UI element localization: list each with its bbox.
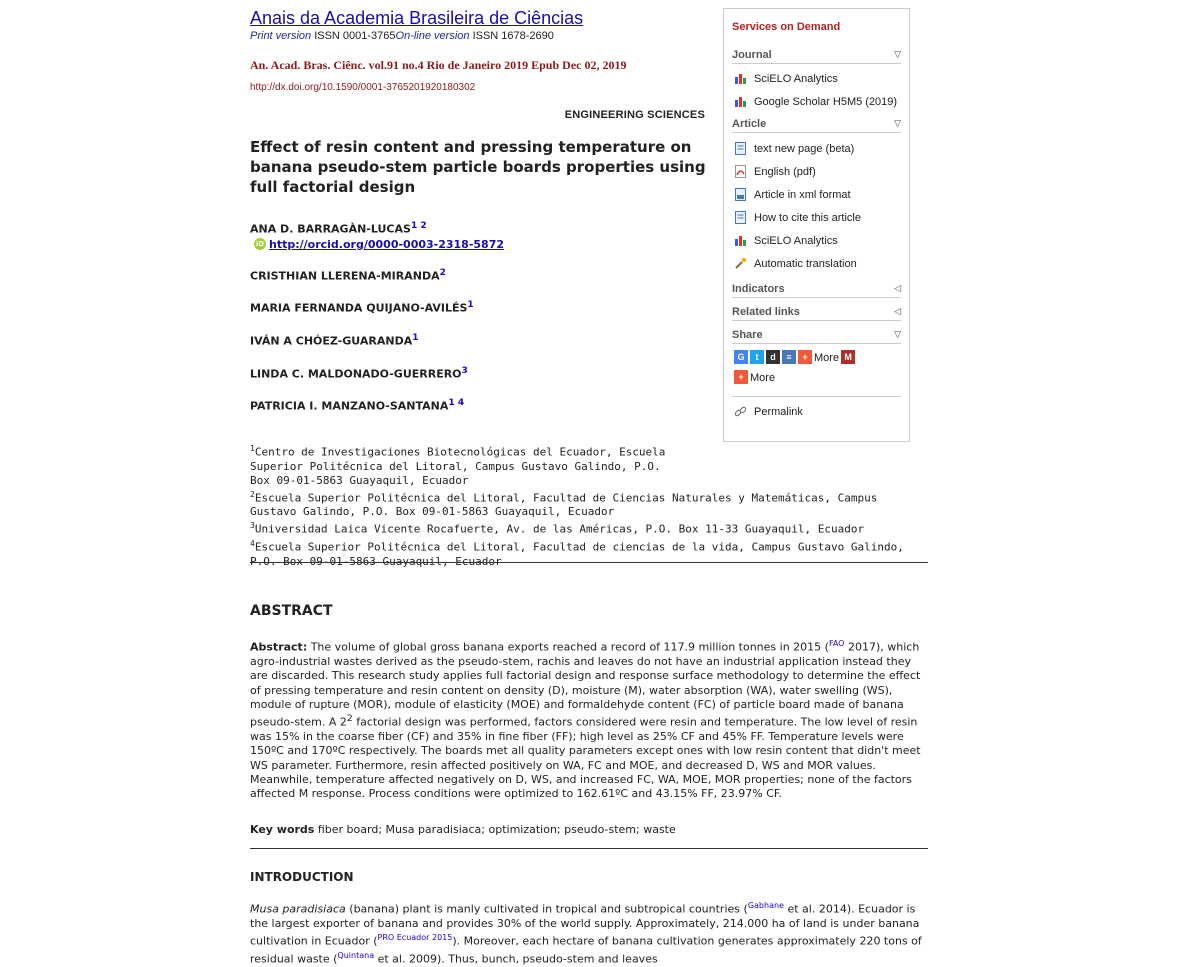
doi-link[interactable]: http://dx.doi.org/10.1590/0001-3765201920180302: [250, 82, 476, 93]
chevron-left-icon: ◁: [894, 283, 901, 293]
introduction-heading: INTRODUCTION: [250, 870, 354, 884]
affil-ref-link[interactable]: 4: [457, 398, 465, 409]
services-sidebar: [723, 8, 910, 442]
author: LINDA C. MALDONADO-GUERRERO$^3$: [250, 365, 468, 381]
article-title: Effect of resin content and pressing temperature on banana pseudo-stem particle boards properties using full factorial design: [250, 138, 706, 196]
affiliation: $^4$Escuela Superior Politécnica del Litoral, Facultad de ciencias de la vida, Campus Gustavo Galindo, P.O. Box 09-01-5863 Guayaquil, Ecuador: [250, 538, 904, 568]
document-icon: [734, 211, 747, 224]
ref-link[interactable]: Gabhane: [747, 901, 784, 910]
permalink-link[interactable]: Permalink: [734, 400, 909, 423]
how-to-cite-link[interactable]: How to cite this article: [734, 206, 909, 229]
related-links-group-toggle[interactable]: Related links ◁: [732, 303, 901, 321]
plus-share-icon[interactable]: +: [734, 370, 748, 384]
affiliation: $^2$Escuela Superior Politécnica del Litoral, Facultad de Ciencias Naturales y Matemáticas, Campus Gustavo Galindo, P.O. Box 09-01-5863 Guayaquil, Ecuador: [250, 489, 878, 519]
sidebar-divider: [732, 396, 901, 397]
xml-format-link[interactable]: Article in xml format: [734, 183, 909, 206]
chevron-down-icon: ▽: [894, 118, 901, 128]
bar-chart-icon: [734, 95, 747, 108]
divider: [250, 848, 928, 849]
affil-ref-link[interactable]: 1: [412, 332, 419, 343]
sidebar-header: Services on Demand: [732, 21, 841, 33]
digg-share-icon[interactable]: d: [766, 350, 780, 364]
magic-wand-icon: [734, 257, 747, 270]
keywords: Key words fiber board; Musa paradisiaca; optimization; pseudo-stem; waste: [250, 823, 676, 836]
automatic-translation-link[interactable]: Automatic translation: [734, 252, 909, 275]
abstract-text: Abstract: The volume of global gross banana exports reached a record of 117.9 million tonnes in 2015 ($^{FAO}$ 2017), which agro-industrial wastes derived as the pseudo-stem, rachis and leaves do not have an industrial application instead they are discarded. This research study applies full factorial design and response surface methodology to determine the effect of pressing temperature and resin content on density (D), moisture (M), water absorption (WA), water swelling (WS), module of rupture (MOR), module of elasticity (MOE) and formaldehyde content (FC) of particle board made of banana pseudo-stem. A $2^2$ factorial design was performed, factors considered were resin and temperature. The low level of resin was 15% in the coarse fiber (CF) and 35% in fine fiber (FF); high level as 25% CF and 45% FF. Temperature levels were 150ºC and 170ºC respectively. The boards met all quality parameters except ones with low resin content that didn't meet WS parameter. Furthermore, resin affected positively on WA, FC and MOE, and decreased D, WS and MOR values. Meanwhile, temperature affected negatively on D, WS, and increased FC, WA, MOE, MOR properties; none of the factors affected M response. Process conditions were optimized to 162.61ºC and 43.15% FF, 23.97% CF.: [250, 639, 921, 801]
ref-link[interactable]: PRO Ecuador 2015: [377, 933, 453, 943]
document-icon: [734, 142, 747, 155]
ref-link[interactable]: Quintana: [337, 951, 375, 961]
divider: [250, 562, 928, 563]
affil-ref-link[interactable]: 2: [439, 267, 446, 278]
issn-line: Print version ISSN 0001-3765On-line version ISSN 1678-2690: [250, 30, 554, 42]
author: MARIA FERNANDA QUIJANO-AVILÉS$^1$: [250, 300, 474, 315]
author: CRISTHIAN LLERENA-MIRANDA$^2$: [250, 267, 446, 283]
affil-ref-link[interactable]: 1: [448, 398, 455, 409]
chevron-left-icon: ◁: [894, 306, 901, 316]
author: ANA D. BARRAGÀN-$LUCAS^{1 2}$: [250, 221, 427, 236]
journal-group-toggle[interactable]: Journal ▽: [732, 46, 901, 64]
orcid-icon: iD: [255, 240, 265, 249]
mendeley-share-icon[interactable]: M: [841, 350, 855, 364]
affil-ref-link[interactable]: 3: [461, 365, 468, 376]
list-share-icon[interactable]: ≡: [782, 350, 796, 364]
article-scielo-analytics-link[interactable]: SciELO Analytics: [734, 229, 909, 252]
citation-line: An. Acad. Bras. Ciênc. vol.91 no.4 Rio de Janeiro 2019 Epub Dec 02, 2019: [250, 58, 627, 72]
journal-title-link[interactable]: Anais da Academia Brasileira de Ciências: [250, 8, 584, 28]
affiliation-list: [250, 442, 930, 569]
share-icons-row: [734, 350, 909, 364]
bar-chart-icon: [734, 234, 747, 247]
indicators-group-toggle[interactable]: Indicators ◁: [732, 280, 901, 298]
author: IVÁN A CHÓEZ-GUARANDA$^1$: [250, 332, 419, 348]
plus-share-icon[interactable]: +: [798, 350, 812, 364]
introduction-text: Musa paradisiaca (banana) plant is manly cultivated in tropical and subtropical countries ($^{Gabhane}$ et al. 2014). Ecuador is the largest exporter of banana and provides 30% of the world supply. Approximately, 214.000 ha of land is under banana cultivation in Ecuador ($^{PRO Ecuador 2015}$). Moreover, each hectare of banana cultivation generates approximately 220 tons of residual waste ($^{Quintana}$ et al. 2009). Thus, bunch, pseudo-stem and leaves: [250, 901, 922, 966]
scielo-analytics-link[interactable]: SciELO Analytics: [734, 67, 909, 90]
text-new-page-link[interactable]: text new page (beta): [734, 137, 909, 160]
chevron-down-icon: ▽: [894, 49, 901, 59]
ref-link[interactable]: FAO: [828, 639, 845, 648]
affiliation: $^1$Centro de Investigaciones Biotecnológicas del Ecuador, Escuela Superior Politécnica del Litoral, Campus Gustavo Galindo, P.O. Box 09-01-5863 Guayaquil, Ecuador: [250, 443, 666, 487]
link-icon: [734, 405, 747, 418]
chevron-down-icon: ▽: [894, 329, 901, 339]
pdf-icon: [734, 165, 747, 178]
affil-ref-link[interactable]: 1: [467, 300, 474, 311]
bar-chart-icon: [734, 72, 747, 85]
affiliation: $^3$Universidad Laica Vicente Rocafuerte, Av. de las Américas, P.O. Box 11-33 Guayaquil, Ecuador: [250, 521, 865, 536]
more-share-link[interactable]: More: [814, 352, 840, 364]
section-label: ENGINEERING SCIENCES: [564, 109, 705, 121]
affil-ref-link[interactable]: 1: [410, 221, 418, 231]
twitter-share-icon[interactable]: t: [750, 350, 764, 364]
share-more-row: [734, 370, 909, 384]
abstract-heading: ABSTRACT: [250, 603, 333, 619]
xml-document-icon: [734, 188, 747, 201]
author: PATRICIA I. MANZANO-$SANTANA^{1 4}$: [250, 398, 465, 413]
google-scholar-link[interactable]: Google Scholar H5M5 (2019): [734, 90, 909, 113]
google-share-icon[interactable]: G: [734, 350, 748, 364]
more-share-link[interactable]: More: [750, 372, 776, 384]
affil-ref-link[interactable]: 2: [420, 221, 427, 231]
share-group-toggle[interactable]: Share ▽: [732, 326, 901, 344]
article-group-toggle[interactable]: Article ▽: [732, 115, 901, 133]
orcid-link[interactable]: http://orcid.org/0000-0003-2318-5872: [269, 237, 505, 251]
english-pdf-link[interactable]: English (pdf): [734, 160, 909, 183]
